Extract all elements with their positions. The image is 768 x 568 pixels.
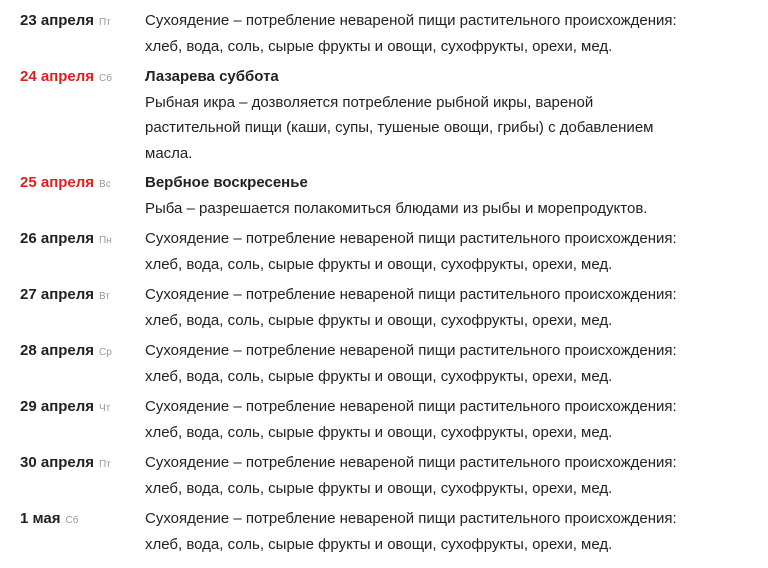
description-cell <box>145 170 745 221</box>
date-cell <box>20 64 140 91</box>
description-line: хлеб, вода, соль, сырые фрукты и овощи, сухофрукты, орехи, мед. <box>145 423 613 441</box>
weekday-label: Сб <box>99 73 112 84</box>
date-label: 27 апреля <box>20 286 95 303</box>
description-line: хлеб, вода, соль, сырые фрукты и овощи, сухофрукты, орехи, мед. <box>145 479 613 497</box>
description-line: Сухоядение – потребление невареной пищи растительного происхождения: <box>145 510 677 527</box>
date-label: 30 апреля <box>20 454 95 471</box>
description-line: масла. <box>145 144 193 162</box>
description-cell <box>145 226 745 277</box>
description-line: Рыбная икра – дозволяется потребление рыбной икры, вареной <box>145 93 594 111</box>
date-label: 23 апреля <box>20 12 95 29</box>
date-label: 1 мая <box>20 510 61 527</box>
description-cell <box>145 506 745 557</box>
description-line: Сухоядение – потребление невареной пищи растительного происхождения: <box>145 286 677 303</box>
date-label: 28 апреля <box>20 342 95 359</box>
description-cell <box>145 450 745 501</box>
description-line: Сухоядение – потребление невареной пищи растительного происхождения: <box>145 454 677 471</box>
description-cell <box>145 8 745 59</box>
date-cell <box>20 226 140 253</box>
description-cell <box>145 282 745 333</box>
description-line: хлеб, вода, соль, сырые фрукты и овощи, сухофрукты, орехи, мед. <box>145 311 613 329</box>
description-cell <box>145 338 745 389</box>
date-cell <box>20 170 140 197</box>
date-cell <box>20 506 140 533</box>
weekday-label: Ср <box>99 347 112 358</box>
description-line: Сухоядение – потребление невареной пищи растительного происхождения: <box>145 342 677 359</box>
description-cell <box>145 64 745 166</box>
weekday-label: Пн <box>99 235 112 246</box>
description-line: хлеб, вода, соль, сырые фрукты и овощи, сухофрукты, орехи, мед. <box>145 535 613 553</box>
weekday-label: Вт <box>99 291 110 302</box>
date-label: 26 апреля <box>20 230 95 247</box>
description-cell <box>145 394 745 445</box>
description-line: Сухоядение – потребление невареной пищи растительного происхождения: <box>145 12 677 29</box>
description-line: хлеб, вода, соль, сырые фрукты и овощи, сухофрукты, орехи, мед. <box>145 367 613 385</box>
weekday-label: Чт <box>99 403 111 414</box>
date-cell <box>20 8 140 35</box>
weekday-label: Сб <box>65 515 79 526</box>
description-line: хлеб, вода, соль, сырые фрукты и овощи, сухофрукты, орехи, мед. <box>145 255 613 273</box>
description-line: Сухоядение – потребление невареной пищи растительного происхождения: <box>145 230 677 247</box>
date-label: 25 апреля <box>20 174 95 191</box>
holiday-title: Вербное воскресенье <box>145 174 308 191</box>
weekday-label: Пт <box>99 459 111 470</box>
description-line: растительной пищи (каши, супы, тушеные овощи, грибы) с добавлением <box>145 119 654 136</box>
date-label: 29 апреля <box>20 398 95 415</box>
date-cell <box>20 394 140 421</box>
description-line: Сухоядение – потребление невареной пищи растительного происхождения: <box>145 398 677 415</box>
date-label: 24 апреля <box>20 68 95 85</box>
weekday-label: Вс <box>99 179 111 190</box>
date-cell <box>20 450 140 477</box>
date-cell <box>20 282 140 309</box>
description-line: хлеб, вода, соль, сырые фрукты и овощи, сухофрукты, орехи, мед. <box>145 37 613 55</box>
date-cell <box>20 338 140 365</box>
holiday-title: Лазарева суббота <box>145 68 279 85</box>
weekday-label: Пт <box>99 17 111 28</box>
description-line: Рыба – разрешается полакомиться блюдами из рыбы и морепродуктов. <box>145 199 648 217</box>
